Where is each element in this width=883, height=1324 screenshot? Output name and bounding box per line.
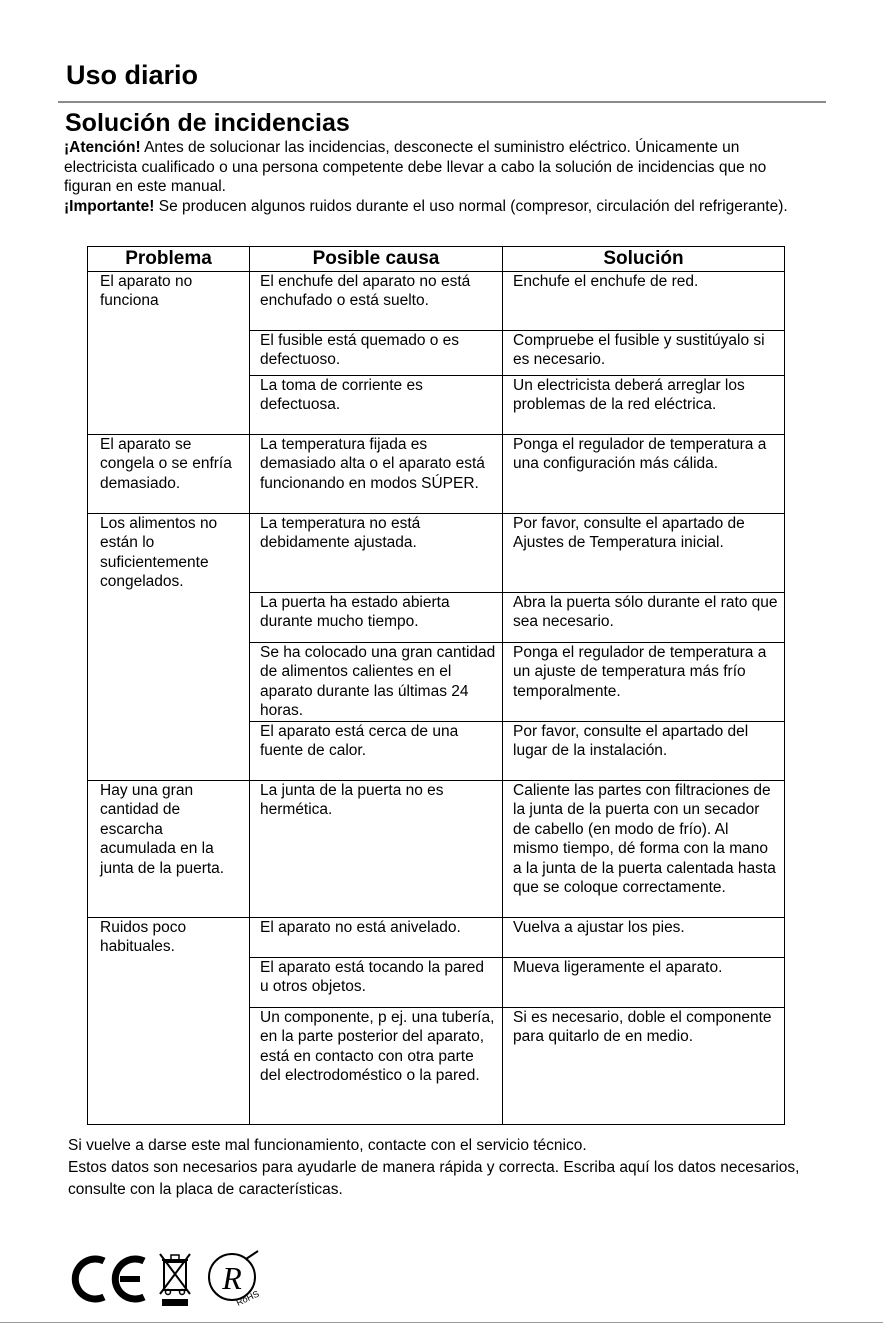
solution-cell: Por favor, consulte el apartado de Ajustes de Temperatura inicial. [503,514,785,593]
table-row [88,781,785,918]
rohs-letter: R [222,1260,242,1296]
table-row [88,514,785,593]
intro-text [64,138,804,216]
troubleshooting-table [87,246,785,1125]
attention-label: ¡Atención! [64,139,141,156]
cause-cell: La temperatura fijada es demasiado alta o el aparato está funcionando en modos SÚPER. [250,435,503,514]
solution-cell: Vuelva a ajustar los pies. [503,918,785,958]
solution-cell: Abra la puerta sólo durante el rato que sea necesario. [503,593,785,643]
problem-cell: Hay una gran cantidad de escarcha acumulada en la junta de la puerta. [88,781,250,918]
solution-cell: Si es necesario, doble el componente para quitarlo de en medio. [503,1008,785,1125]
footer-line-1: Si vuelve a darse este mal funcionamiento, contacte con el servicio técnico. [68,1137,587,1154]
table-row [88,435,785,514]
footer-line-2: Estos datos son necesarios para ayudarle de manera rápida y correcta. Escriba aquí los datos necesarios, consulte con la placa de características. [68,1159,800,1198]
cause-cell: El fusible está quemado o es defectuoso. [250,331,503,376]
cause-cell: Un componente, p ej. una tubería, en la parte posterior del aparato, está en contacto con otra parte del electrodoméstico o la pared. [250,1008,503,1125]
solution-cell: Ponga el regulador de temperatura a una configuración más cálida. [503,435,785,514]
cause-cell: La toma de corriente es defectuosa. [250,376,503,435]
cause-cell: El aparato está cerca de una fuente de calor. [250,722,503,781]
table-row [88,918,785,958]
important-text: Se producen algunos ruidos durante el uso normal (compresor, circulación del refrigerante). [154,197,788,215]
solution-cell: Caliente las partes con filtraciones de la junta de la puerta con un secador de cabello (en modo de frío). Al mismo tiempo, dé forma con la mano a la junta de la puerta calentada hasta que se coloque correctamente. [503,781,785,918]
important-label: ¡Importante! [64,197,155,215]
page-bottom-edge [0,1322,883,1323]
solution-cell: Compruebe el fusible y sustitúyalo si es necesario. [503,331,785,376]
subsection-title: Solución de incidencias [65,109,350,137]
cause-cell: El aparato no está anivelado. [250,918,503,958]
problem-cell: Ruidos poco habituales. [88,918,250,1125]
certification-marks [70,1248,262,1310]
problem-cell: El aparato se congela o se enfría demasiado. [88,435,250,514]
important-paragraph [64,197,804,217]
cause-cell: El enchufe del aparato no está enchufado o está suelto. [250,272,503,331]
cause-cell: El aparato está tocando la pared u otros objetos. [250,958,503,1008]
problem-cell: El aparato no funciona [88,272,250,435]
rohs-mark-icon [202,1249,262,1309]
weee-bin-icon [158,1250,192,1308]
header-problem: Problema [88,247,250,272]
attention-text: Antes de solucionar las incidencias, desconecte el suministro eléctrico. Únicamente un electricista cualificado o una persona competente debe llevar a cabo la solución de incidencias que no figuran en este manual. [64,139,767,195]
solution-cell: Un electricista deberá arreglar los problemas de la red eléctrica. [503,376,785,435]
solution-cell: Por favor, consulte el apartado del lugar de la instalación. [503,722,785,781]
table-header-row [88,247,785,272]
footer-text [68,1135,828,1201]
cause-cell: Se ha colocado una gran cantidad de alimentos calientes en el aparato durante las últimas 24 horas. [250,643,503,722]
problem-cell: Los alimentos no están lo suficientemente congelados. [88,514,250,781]
cause-cell: La temperatura no está debidamente ajustada. [250,514,503,593]
attention-paragraph [64,138,804,197]
rohs-text: RoHS [234,1288,261,1308]
solution-cell: Mueva ligeramente el aparato. [503,958,785,1008]
cause-cell: La junta de la puerta no es hermética. [250,781,503,918]
solution-cell: Enchufe el enchufe de red. [503,272,785,331]
cause-cell: La puerta ha estado abierta durante mucho tiempo. [250,593,503,643]
header-cause: Posible causa [250,247,503,272]
solution-cell: Ponga el regulador de temperatura a un ajuste de temperatura más frío temporalmente. [503,643,785,722]
section-title: Uso diario [66,60,199,90]
header-solution: Solución [503,247,785,272]
ce-mark-icon [70,1253,148,1305]
heading-divider [58,101,826,103]
table-row [88,272,785,331]
